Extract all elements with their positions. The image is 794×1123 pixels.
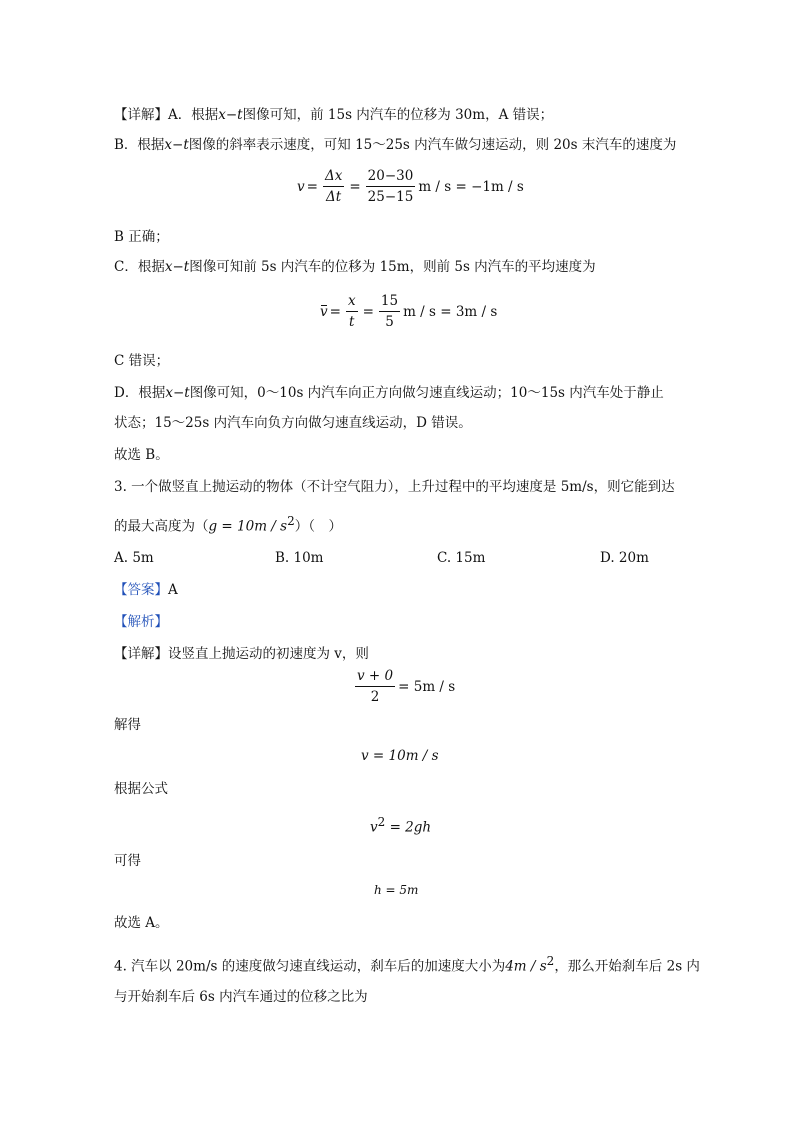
- q2-choice: 故选 B。: [114, 447, 169, 463]
- q2-option-d-analysis-line2: 状态；15～25s 内汽车向负方向做匀速直线运动，D 错误。: [114, 415, 472, 431]
- fraction-values: $\frac{20-30}{25-15}$: [367, 168, 414, 205]
- q3-initial-velocity: v = 10m / s: [361, 748, 439, 764]
- q2-velocity-equation: v = $\frac{\Delta x}{\Delta t}$ = $\frac{20-30}{25-15}$ m / s = −1m / s: [297, 168, 524, 205]
- q2-b-conclusion: B 正确；: [114, 229, 169, 245]
- q3-formula-label: 根据公式: [114, 781, 168, 797]
- q2-option-a-analysis: 【详解】A．根据x−t图像可知，前 15s 内汽车的位移为 30m，A 错误；: [114, 107, 554, 123]
- q3-detail: 【详解】设竖直上抛运动的初速度为 v，则: [114, 646, 369, 662]
- q3-average-velocity-equation: $\frac{v + 0}{2}$ = 5m / s: [357, 668, 456, 705]
- fraction-v-plus-0: $\frac{v + 0}{2}$: [357, 668, 394, 705]
- q2-average-velocity-equation: v = $\frac{x}{t}$ = $\frac{15}{5}$ m / s = 3m / s: [320, 293, 498, 330]
- q3-stem-line1: 3. 一个做竖直上抛运动的物体（不计空气阻力），上升过程中的平均速度是 5m/s，则它能到达: [114, 479, 675, 495]
- answer-tag: 【答案】: [114, 582, 168, 598]
- q3-choice: 故选 A。: [114, 915, 169, 931]
- fraction-15-5: $\frac{15}{5}$: [380, 293, 399, 330]
- fraction-delta: $\frac{\Delta x}{\Delta t}$: [324, 168, 343, 205]
- q2-option-d-analysis: D．根据x−t图像可知，0～10s 内汽车向正方向做匀速直线运动；10～15s 内汽车处于静止: [114, 385, 664, 401]
- q3-result-label: 可得: [114, 853, 141, 869]
- q3-option-a: A. 5m: [114, 550, 154, 566]
- q3-answer: 【答案】A: [114, 582, 178, 598]
- detail-tag: 【详解】: [114, 107, 168, 123]
- q3-analysis-tag: 【解析】: [114, 614, 168, 630]
- q3-option-d: D. 20m: [600, 550, 649, 566]
- q3-option-b: B. 10m: [275, 550, 324, 566]
- q2-option-b-analysis: B．根据x−t图像的斜率表示速度，可知 15～25s 内汽车做匀速运动，则 20s 末汽车的速度为: [114, 137, 677, 153]
- q2-option-c-analysis: C．根据x−t图像可知前 5s 内汽车的位移为 15m，则前 5s 内汽车的平均速度为: [114, 259, 596, 275]
- detail-tag: 【详解】: [114, 646, 168, 662]
- q3-stem-line2: 的最大高度为$(g = 10m / s^2)$（ ）: [114, 514, 342, 535]
- q4-stem-line1: 4. 汽车以 20m/s 的速度做匀速直线运动，刹车后的加速度大小为$4m / s^2$，那么开始刹车后 2s 内: [114, 954, 700, 975]
- q3-solve-label: 解得: [114, 717, 141, 733]
- q4-stem-line2: 与开始刹车后 6s 内汽车通过的位移之比为: [114, 989, 368, 1005]
- q3-kinematics-formula: $v^2 = 2gh$: [370, 815, 432, 836]
- q3-height-result: h = 5m: [374, 883, 419, 897]
- fraction-x-t: $\frac{x}{t}$: [347, 293, 356, 330]
- q3-option-c: C. 15m: [437, 550, 486, 566]
- q2-c-conclusion: C 错误；: [114, 353, 170, 369]
